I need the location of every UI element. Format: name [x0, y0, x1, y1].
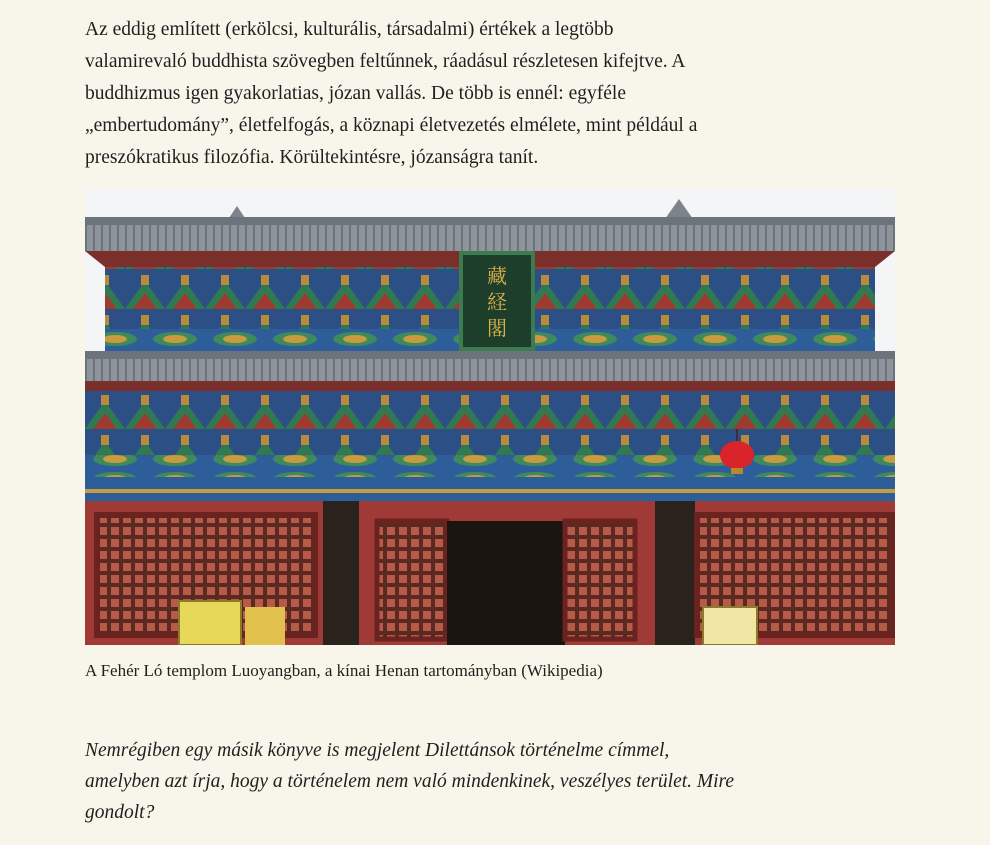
info-sign [179, 601, 241, 645]
plaque-glyph: 経 [487, 290, 507, 314]
plaque-glyph: 藏 [487, 264, 507, 288]
paragraph-line: „embertudomány”, életfelfogás, a köznapi életvezetés elmélete, mint például a [85, 115, 698, 136]
question-line: gondolt? [85, 802, 155, 823]
column [655, 501, 695, 645]
paragraph-line: Az eddig említett (erkölcsi, kulturális, társadalmi) értékek a legtöbb [85, 19, 614, 40]
info-sign [245, 607, 285, 645]
paragraph-line: preszókratikus filozófia. Körültekintésre, józanságra tanít. [85, 147, 539, 168]
red-lantern [720, 441, 754, 469]
article-paragraph [85, 14, 915, 174]
paragraph-line: valamirevaló buddhista szövegben feltűnnek, ráadásul részletesen kifejtve. A [85, 51, 686, 72]
interview-question [85, 735, 915, 828]
temple-photo [85, 189, 895, 645]
temple-illustration [85, 189, 895, 645]
door-panel [377, 521, 447, 639]
column [323, 501, 359, 645]
figure-caption: A Fehér Ló templom Luoyangban, a kínai Henan tartományban (Wikipedia) [85, 661, 603, 680]
question-line: amelyben azt írja, hogy a történelem nem való mindenkinek, veszélyes terület. Mire [85, 771, 735, 792]
plaque-glyph: 閣 [487, 316, 507, 340]
door-panel [565, 521, 635, 639]
doorway [447, 521, 565, 645]
question-line: Nemrégiben egy másik könyve is megjelent Dilettánsok történelme címmel, [85, 740, 670, 761]
paragraph-line: buddhizmus igen gyakorlatias, józan vallás. De több is ennél: egyféle [85, 83, 626, 104]
info-sign [703, 607, 757, 645]
